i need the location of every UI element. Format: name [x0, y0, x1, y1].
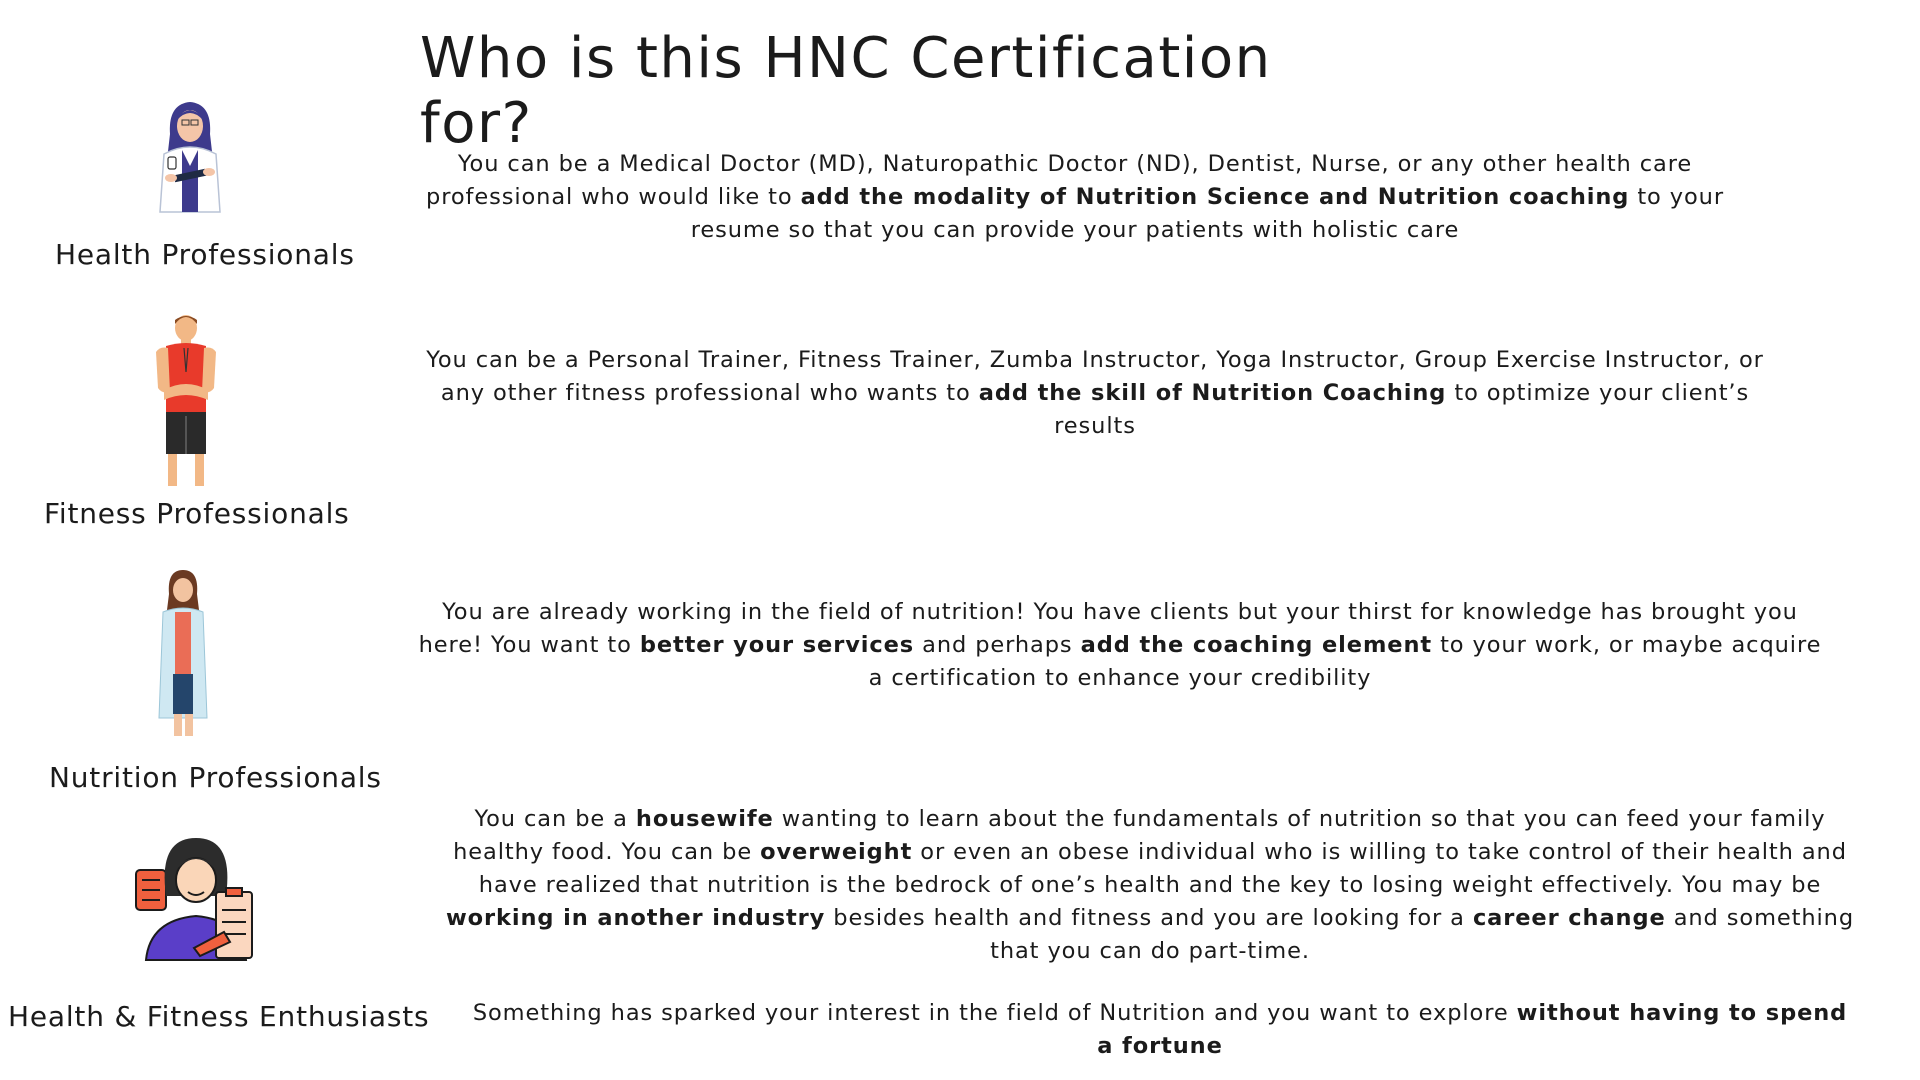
bold-text-run: add the modality of Nutrition Science and Nutrition coaching: [800, 184, 1630, 210]
bold-text-run: add the skill of Nutrition Coaching: [978, 380, 1447, 406]
text-run: and perhaps: [914, 632, 1081, 658]
text-run: or even an obese individual who is willing to take control of their health and have realized that nutrition is the bedrock of one’s health and the key to losing weight effectively. You may be: [478, 839, 1847, 898]
bold-text-run: career change: [1472, 905, 1666, 931]
section-description-health-professionals: [390, 148, 1760, 247]
text-run: wanting to learn about the fundamentals of nutrition so that you can feed your family healthy food. You can be: [453, 806, 1826, 865]
text-run: to your work, or maybe acquire a certification to enhance your credibility: [868, 632, 1822, 691]
text-run: You are already working in the field of nutrition! You have clients but your thirst for knowledge has brought you here! You want to: [418, 599, 1798, 658]
section-description-fitness-professionals: [420, 344, 1770, 443]
enthusiast-icon: [134, 836, 260, 962]
bold-text-run: housewife: [635, 806, 774, 832]
bold-text-run: better your services: [639, 632, 915, 658]
page-title: Who is this HNC Certification for?: [420, 26, 1272, 156]
section-description-health-fitness-enthusiasts-extra: [470, 997, 1850, 1063]
section-label-health-professionals: Health Professionals: [55, 238, 355, 271]
text-run: besides health and fitness and you are looking for a: [825, 905, 1473, 931]
section-description-health-fitness-enthusiasts: [440, 803, 1860, 968]
section-label-health-fitness-enthusiasts: Health & Fitness Enthusiasts: [8, 1000, 430, 1033]
bold-text-run: overweight: [760, 839, 913, 865]
text-run: to your resume so that you can provide your patients with holistic care: [690, 184, 1724, 243]
doctor-icon: [140, 94, 240, 214]
text-run: You can be a Medical Doctor (MD), Naturopathic Doctor (ND), Dentist, Nurse, or any other health care professional who would like to: [426, 151, 1693, 210]
nutritionist-icon: [155, 568, 211, 740]
section-label-fitness-professionals: Fitness Professionals: [44, 497, 350, 530]
section-label-nutrition-professionals: Nutrition Professionals: [49, 761, 382, 794]
text-run: You can be a: [474, 806, 636, 832]
text-run: Something has sparked your interest in the field of Nutrition and you want to explore: [472, 1000, 1517, 1026]
bold-text-run: without having to spend a fortune: [1097, 1000, 1848, 1059]
fitness-trainer-icon: [148, 312, 224, 490]
bold-text-run: working in another industry: [445, 905, 826, 931]
text-run: to optimize your client’s results: [1054, 380, 1750, 439]
section-description-nutrition-professionals: [410, 596, 1830, 695]
text-run: You can be a Personal Trainer, Fitness Trainer, Zumba Instructor, Yoga Instructor, Group Exercise Instructor, or any other fitness professional who wants to: [426, 347, 1764, 406]
bold-text-run: add the coaching element: [1080, 632, 1433, 658]
text-run: and something that you can do part-time.: [990, 905, 1854, 964]
